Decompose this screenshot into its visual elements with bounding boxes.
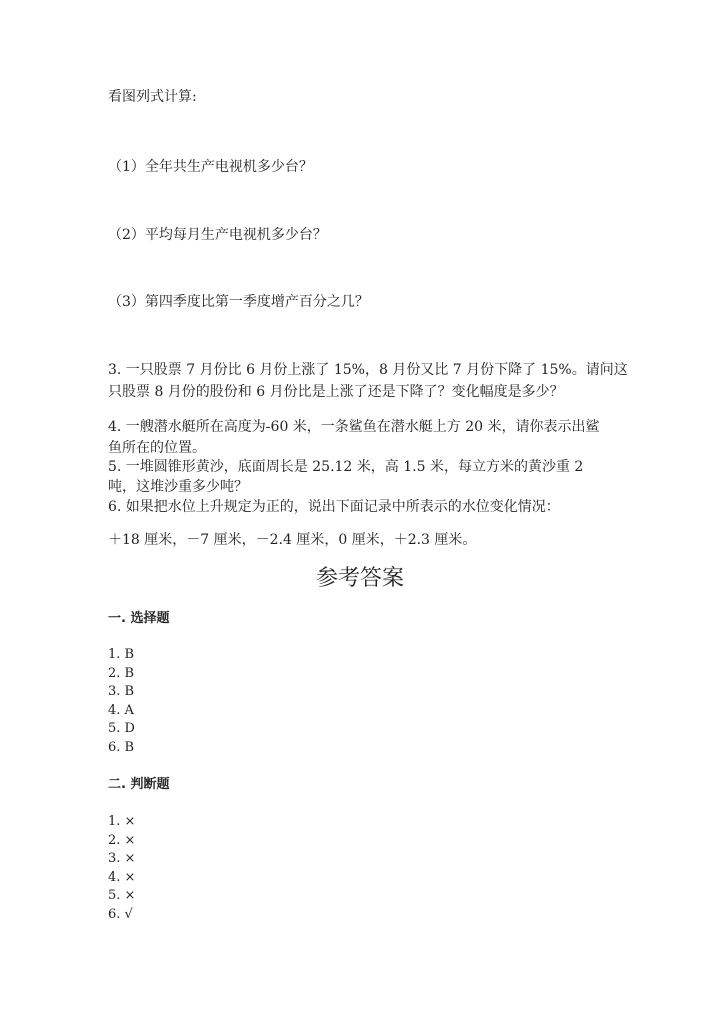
sub-question-3: （3）第四季度比第一季度增产百分之几？ bbox=[108, 294, 369, 310]
answer-item: 3. B bbox=[108, 684, 135, 700]
answer-item: 4. × bbox=[108, 869, 136, 885]
question-5-line-1: 5. 一堆圆锥形黄沙，底面周长是 25.12 米，高 1.5 米，每立方米的黄沙重 2 bbox=[108, 459, 584, 475]
question-3-line-2: 只股票 8 月份的股份和 6 月份比是上涨了还是下降了？变化幅度是多少？ bbox=[108, 384, 564, 400]
question-4-line-2: 鱼所在的位置。 bbox=[108, 440, 206, 456]
question-5-line-2: 吨，这堆沙重多少吨？ bbox=[108, 479, 248, 495]
answer-item: 5. D bbox=[108, 721, 135, 737]
section-2-answers bbox=[108, 813, 135, 925]
answer-item: 1. B bbox=[108, 647, 135, 662]
answer-item: 3. × bbox=[108, 851, 136, 867]
answer-item: 2. × bbox=[108, 832, 136, 848]
answer-item: 6. √ bbox=[108, 906, 133, 922]
answer-item: 5. × bbox=[108, 888, 136, 904]
answer-item: 6. B bbox=[108, 739, 135, 755]
answer-item: 2. B bbox=[108, 665, 135, 681]
section-1-heading: 一. 选择题 bbox=[108, 611, 170, 626]
answer-item: 1. × bbox=[108, 814, 136, 829]
question-3-line-1: 3. 一只股票 7 月份比 6 月份上涨了 15%，8 月份又比 7 月份下降了 15%。请问这 bbox=[108, 362, 628, 378]
sub-question-2: （2）平均每月生产电视机多少台？ bbox=[108, 227, 327, 243]
question-6: 6. 如果把水位上升规定为正的，说出下面记录中所表示的水位变化情况： bbox=[108, 499, 560, 515]
intro-text: 看图列式计算: bbox=[108, 89, 197, 105]
answer-item: 4. A bbox=[108, 702, 134, 718]
section-1-answers bbox=[108, 646, 135, 758]
question-6-values: ＋18 厘米，－7 厘米，－2.4 厘米，0 厘米，＋2.3 厘米。 bbox=[108, 532, 477, 548]
sub-question-1: （1）全年共生产电视机多少台？ bbox=[108, 159, 313, 175]
section-2-heading: 二. 判断题 bbox=[108, 777, 170, 792]
question-4-line-1: 4. 一艘潜水艇所在高度为-60 米，一条鲨鱼在潜水艇上方 20 米，请你表示出鲨 bbox=[108, 419, 600, 435]
answer-title: 参考答案 bbox=[315, 566, 404, 591]
